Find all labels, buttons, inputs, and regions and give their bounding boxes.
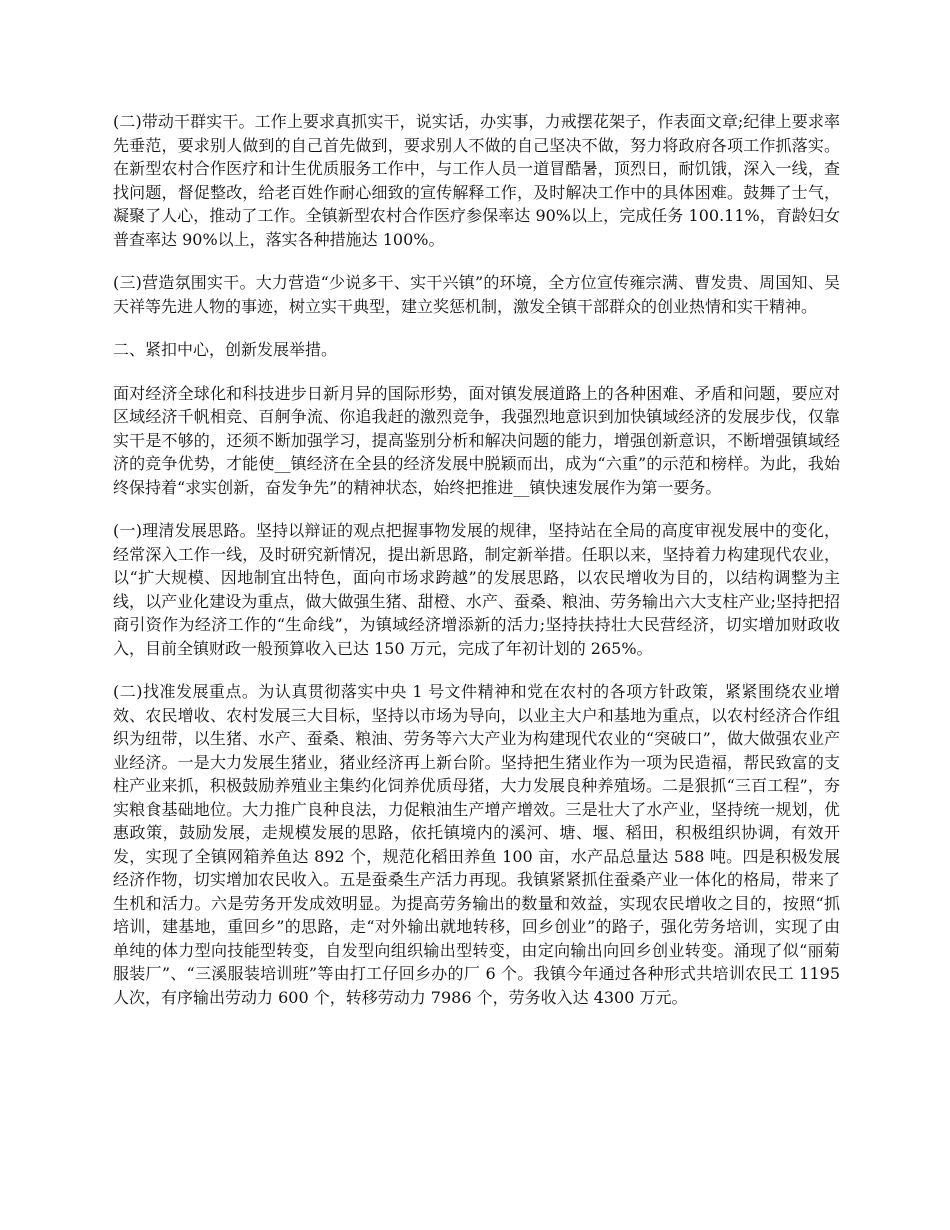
paragraph-economic-globalization: 面对经济全球化和科技进步日新月异的国际形势，面对镇发展道路上的各种困难、矛盾和问题，要应对区域经济千帆相竞、百舸争流、你追我赶的激烈竞争，我强烈地意识到加快镇域经济的发展步伐，仅靠实干是不够的，还须不断加强学习，提高鉴别分析和解决问题的能力，增强创新意识，不断增强镇域经济的竞争优势，才能使__镇经济在全县的经济发展中脱颖而出，成为“六重”的示范和榜样。为此，我始终保持着“求实创新，奋发争先”的精神状态，始终把推进__镇快速发展作为第一要务。 bbox=[113, 383, 840, 497]
paragraph-development-ideas: (一)理清发展思路。坚持以辩证的观点把握事物发展的规律，坚持站在全局的高度审视发展中的变化，经常深入工作一线，及时研究新情况，提出新思路，制定新举措。任职以来，坚持着力构建现代农业，以“扩大规模、因地制宜出特色，面向市场求跨越”的发展思路，以农民增收为目的，以结构调整为主线，以产业化建设为重点，做大做强生猪、甜橙、水产、蚕桑、粮油、劳务输出六大支柱产业;坚持把招商引资作为经济工作的“生命线”，为镇域经济增添新的活力;坚持扶持壮大民营经济，切实增加财政收入，目前全镇财政一般预算收入已达 150 万元，完成了年初计划的 265%。 bbox=[113, 521, 840, 658]
document-body bbox=[113, 110, 840, 1029]
paragraph-development-priorities: (二)找准发展重点。为认真贯彻落实中央 1 号文件精神和党在农村的各项方针政策，紧紧围绕农业增效、农民增收、农村发展三大目标，坚持以市场为导向，以业主大户和基地为重点，以农村经济合作组织为纽带，以生猪、水产、蚕桑、粮油、劳务等六大产业为构建现代农业的“突破口”，做大做强农业产业经济。一是大力发展生猪业，猪业经济再上新台阶。坚持把生猪业作为一项为民造福，帮民致富的支柱产业来抓，积极鼓励养殖业主集约化饲养优质母猪，大力发展良种养殖场。二是狠抓“三百工程”，夯实粮食基础地位。大力推广良种良法，力促粮油生产增产增效。三是壮大了水产业，坚持统一规划，优惠政策，鼓励发展，走规模发展的思路，依托镇境内的溪河、塘、堰、稻田，积极组织协调，有效开发，实现了全镇网箱养鱼达 892 个，规范化稻田养鱼 100 亩，水产品总量达 588 吨。四是积极发展经济作物，切实增加农民收入。五是蚕桑生产活力再现。我镇紧紧抓住蚕桑产业一体化的格局，带来了生机和活力。六是劳务开发成效明显。为提高劳务输出的数量和效益，实现农民增收之目的，按照“抓培训，建基地，重回乡”的思路，走“对外输出就地转移，回乡创业”的路子，强化劳务培训，实现了由单纯的体力型向技能型转变，自发型向组织输出型转变，由定向输出向回乡创业转变。涌现了似“丽菊服装厂”、“三溪服装培训班”等由打工仔回乡办的厂 6 个。我镇今年通过各种形式共培训农民工 1195 人次，有序输出劳动力 600 个，转移劳动力 7986 个，劳务收入达 4300 万元。 bbox=[113, 682, 840, 1007]
paragraph-practical-atmosphere: (三)营造氛围实干。大力营造“少说多干、实干兴镇”的环境，全方位宣传雍宗满、曹发贵、周国知、吴天祥等先进人物的事迹，树立实干典型，建立奖惩机制，激发全镇干部群众的创业热情和实干精神。 bbox=[113, 273, 840, 316]
section-heading-development-measures: 二、紧扣中心，创新发展举措。 bbox=[113, 340, 338, 359]
paragraph-cadre-practical-work: (二)带动干群实干。工作上要求真抓实干，说实话，办实事，力戒摆花架子，作表面文章;纪律上要求率先垂范，要求别人做到的自己首先做到，要求别人不做的自己坚决不做，努力将政府各项工作抓落实。在新型农村合作医疗和计生优质服务工作中，与工作人员一道冒酷暑，顶烈日，耐饥饿，深入一线，查找问题，督促整改，给老百姓作耐心细致的宣传解释工作，及时解决工作中的具体困难。鼓舞了士气，凝聚了人心，推动了工作。全镇新型农村合作医疗参保率达 90%以上，完成任务 100.11%，育龄妇女普查率达 90%以上，落实各种措施达 100%。 bbox=[113, 112, 840, 249]
